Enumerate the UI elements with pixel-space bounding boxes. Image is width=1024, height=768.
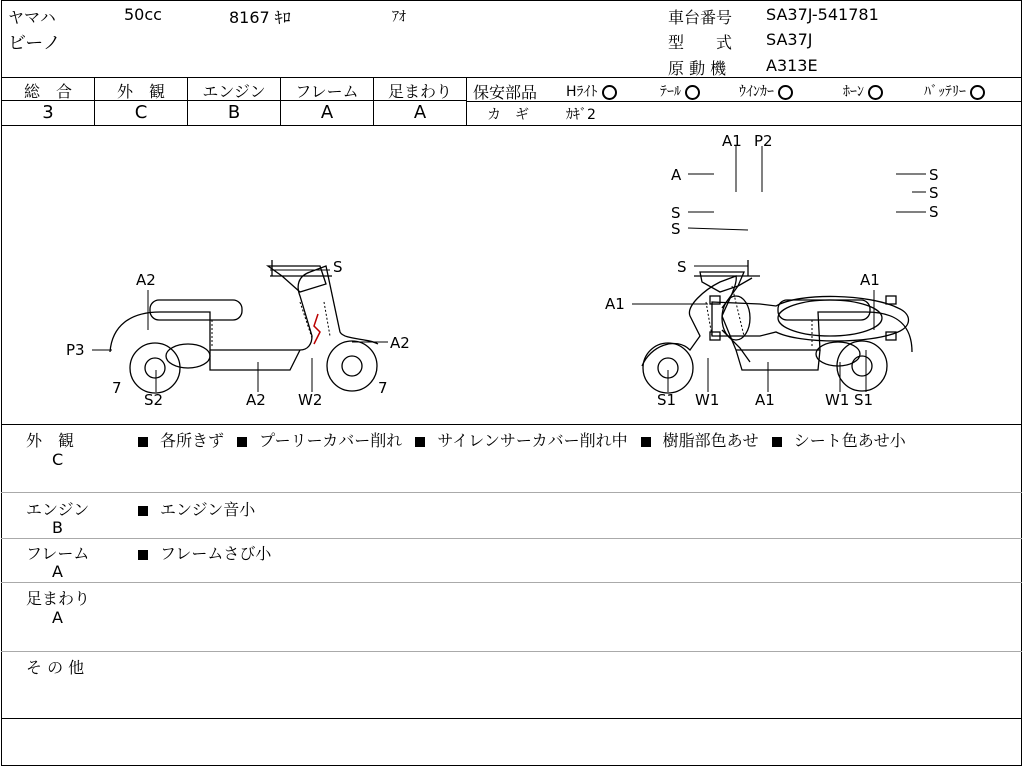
diagram-label: W1	[825, 391, 850, 409]
remark-label-other: そ の 他	[26, 658, 85, 677]
divider	[1, 651, 1022, 652]
safety-item-horn: ﾎｰﾝ	[843, 81, 883, 101]
diagram-label: A	[671, 166, 682, 184]
mileage: 8167 ｷﾛ	[229, 8, 291, 27]
diagram-label: 7	[378, 379, 388, 397]
maker: ヤマハ	[8, 8, 56, 27]
divider	[1, 77, 1022, 78]
remark-label-engine: エンジン	[26, 500, 90, 519]
ok-circle-icon	[778, 85, 793, 100]
bullet-icon	[415, 437, 425, 447]
diagram-label: S	[671, 220, 681, 238]
bullet-icon	[772, 437, 782, 447]
ok-circle-icon	[685, 85, 700, 100]
remark-grade-suspension: A	[52, 608, 63, 627]
safety-item-battery: ﾊﾞｯﾃﾘｰ	[924, 81, 985, 101]
diagram-label: A2	[246, 391, 266, 409]
grade-label-frame: フレーム	[295, 82, 359, 101]
diagram-label: A1	[860, 271, 880, 289]
diagram-label: S	[333, 258, 343, 276]
bullet-icon	[138, 506, 148, 516]
damage-diagram	[0, 126, 1022, 424]
ok-circle-icon	[602, 85, 617, 100]
diagram-label: A1	[755, 391, 775, 409]
remark-grade-frame: A	[52, 562, 63, 581]
bullet-icon	[138, 437, 148, 447]
grade-label-engine: エンジン	[202, 82, 266, 101]
diagram-label: S2	[144, 391, 164, 409]
divider	[1, 582, 1022, 583]
divider	[1, 424, 1022, 425]
type-value: SA37J	[766, 30, 813, 49]
remark-items-engine: エンジン音小	[138, 497, 255, 520]
diagram-label: S	[677, 258, 687, 276]
diagram-label: A2	[136, 271, 156, 289]
grade-value-frame: A	[320, 102, 334, 123]
displacement: 50cc	[124, 5, 162, 24]
model-name: ビーノ	[8, 33, 61, 54]
key-value: ｶｷﾞ2	[566, 107, 596, 123]
divider	[1, 538, 1022, 539]
diagram-label: S1	[854, 391, 874, 409]
grade-value-engine: B	[227, 102, 241, 123]
bullet-icon	[641, 437, 651, 447]
remark-grade-exterior: C	[52, 450, 64, 469]
type-label: 型 式	[668, 33, 733, 52]
remark-label-frame: フレーム	[26, 544, 90, 563]
diagram-label: W2	[298, 391, 323, 409]
color: ｱｵ	[392, 9, 406, 25]
grade-value-suspension: A	[413, 102, 427, 123]
engine-label: 原 動 機	[668, 59, 727, 78]
diagram-label: S	[929, 203, 939, 221]
divider	[466, 77, 467, 125]
diagram-label: 7	[112, 379, 122, 397]
remark-label-exterior: 外 観	[26, 431, 75, 450]
diagram-label: S	[671, 204, 681, 222]
bullet-icon	[237, 437, 247, 447]
diagram-label: S	[929, 166, 939, 184]
bullet-icon	[138, 550, 148, 560]
safety-item-winker: ｳｲﾝｶｰ	[739, 81, 793, 101]
diagram-label: A2	[390, 334, 410, 352]
ok-circle-icon	[868, 85, 883, 100]
diagram-label: S	[929, 184, 939, 202]
chassis-label: 車台番号	[668, 8, 733, 27]
divider	[1, 718, 1022, 719]
grade-label-exterior: 外 観	[116, 82, 165, 101]
engine-value: A313E	[766, 56, 818, 75]
safety-item-headlight: Hﾗｲﾄ	[566, 81, 617, 101]
remark-items-frame: フレームさび小	[138, 541, 271, 564]
diagram-label: P3	[66, 341, 85, 359]
chassis-value: SA37J-541781	[766, 5, 879, 24]
grade-label-suspension: 足まわり	[387, 82, 452, 101]
grade-value-overall: 3	[42, 102, 54, 123]
diagram-label: P2	[754, 132, 773, 150]
grade-value-exterior: C	[134, 102, 148, 123]
ok-circle-icon	[970, 85, 985, 100]
diagram-label: W1	[695, 391, 720, 409]
safety-item-tail: ﾃｰﾙ	[660, 81, 700, 101]
safety-label: 保安部品	[473, 83, 538, 102]
grade-label-overall: 総 合	[23, 82, 72, 101]
diagram-label: A1	[722, 132, 742, 150]
key-label: カ ギ	[487, 107, 529, 123]
divider	[1, 492, 1022, 493]
diagram-label: S1	[657, 391, 677, 409]
remark-grade-engine: B	[52, 518, 63, 537]
remark-items-exterior: 各所きず プーリーカバー削れ サイレンサーカバー削れ中 樹脂部色あせ シート色あせ小	[138, 428, 906, 451]
remark-label-suspension: 足まわり	[26, 589, 91, 608]
divider	[467, 101, 1022, 102]
diagram-label: A1	[605, 295, 625, 313]
